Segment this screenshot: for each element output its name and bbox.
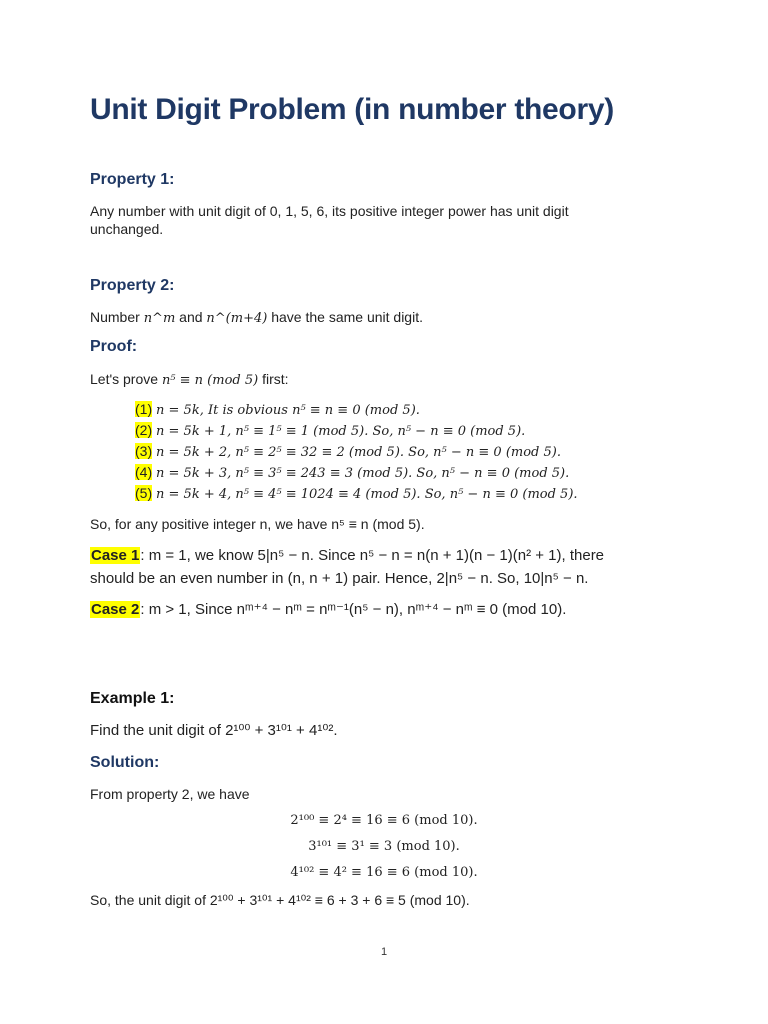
solution-equation-3: 4¹⁰² ≡ 4² ≡ 16 ≡ 6 (mod 10). bbox=[290, 865, 478, 880]
solution-heading: Solution: bbox=[90, 754, 160, 771]
property1-text-line2: unchanged. bbox=[90, 221, 164, 237]
property2-statement bbox=[90, 309, 423, 326]
proof-case-2 bbox=[135, 422, 525, 439]
property2-text-pre: Number bbox=[90, 309, 144, 325]
proof-intro-post: first: bbox=[258, 371, 289, 387]
proof-case-5 bbox=[135, 485, 578, 502]
case2-label: Case 2 bbox=[91, 601, 140, 618]
case-number: (5) bbox=[135, 485, 153, 501]
proof-heading: Proof: bbox=[90, 338, 138, 355]
property2-heading: Property 2: bbox=[90, 277, 175, 294]
proof-conclusion: So, for any positive integer n, we have n⁵ ≡ n (mod 5). bbox=[90, 516, 425, 532]
proof-case-4 bbox=[135, 464, 569, 481]
solution-answer: So, the unit digit of 2¹⁰⁰ + 3¹⁰¹ + 4¹⁰² ≡ 6 + 3 + 6 ≡ 5 (mod 10). bbox=[90, 892, 470, 908]
property1-heading: Property 1: bbox=[90, 171, 175, 188]
example1-problem: Find the unit digit of 2¹⁰⁰ + 3¹⁰¹ + 4¹⁰². bbox=[90, 722, 338, 739]
case-content: n = 5k + 3, n⁵ ≡ 3⁵ ≡ 243 ≡ 3 (mod 5). So, n⁵ − n ≡ 0 (mod 5). bbox=[156, 466, 570, 481]
proof-case-1 bbox=[135, 401, 420, 418]
case1-line1 bbox=[90, 547, 604, 564]
page-number: 1 bbox=[380, 946, 388, 958]
solution-intro: From property 2, we have bbox=[90, 786, 250, 802]
case2-text: : m > 1, Since nᵐ⁺⁴ − nᵐ = nᵐ⁻¹(n⁵ − n), nᵐ⁺⁴ − nᵐ ≡ 0 (mod 10). bbox=[140, 601, 567, 618]
solution-equation-2: 3¹⁰¹ ≡ 3¹ ≡ 3 (mod 10). bbox=[308, 839, 460, 854]
case-number: (1) bbox=[135, 401, 153, 417]
case-number: (3) bbox=[135, 443, 153, 459]
property2-text-post: have the same unit digit. bbox=[267, 309, 423, 325]
proof-intro-math: n⁵ ≡ n (mod 5) bbox=[161, 373, 259, 388]
example1-heading: Example 1: bbox=[90, 690, 175, 707]
proof-case-3 bbox=[135, 443, 561, 460]
property1-text-line1: Any number with unit digit of 0, 1, 5, 6, its positive integer power has unit digit bbox=[90, 203, 569, 219]
case1-label: Case 1 bbox=[91, 547, 140, 564]
case-content: n = 5k, It is obvious n⁵ ≡ n ≡ 0 (mod 5). bbox=[156, 403, 420, 418]
case-content: n = 5k + 4, n⁵ ≡ 4⁵ ≡ 1024 ≡ 4 (mod 5). So, n⁵ − n ≡ 0 (mod 5). bbox=[156, 487, 578, 502]
case-content: n = 5k + 1, n⁵ ≡ 1⁵ ≡ 1 (mod 5). So, n⁵ − n ≡ 0 (mod 5). bbox=[156, 424, 526, 439]
property2-math-nm4: n^(m+4) bbox=[206, 311, 268, 326]
proof-intro bbox=[90, 371, 289, 388]
case1-text: : m = 1, we know 5|n⁵ − n. Since n⁵ − n = n(n + 1)(n − 1)(n² + 1), there bbox=[140, 547, 605, 564]
case-number: (4) bbox=[135, 464, 153, 480]
page-title: Unit Digit Problem (in number theory) bbox=[90, 93, 614, 126]
solution-equation-1: 2¹⁰⁰ ≡ 2⁴ ≡ 16 ≡ 6 (mod 10). bbox=[290, 813, 478, 828]
proof-intro-pre: Let's prove bbox=[90, 371, 162, 387]
case1-line2: should be an even number in (n, n + 1) pair. Hence, 2|n⁵ − n. So, 10|n⁵ − n. bbox=[90, 570, 589, 587]
case-content: n = 5k + 2, n⁵ ≡ 2⁵ ≡ 32 ≡ 2 (mod 5). So, n⁵ − n ≡ 0 (mod 5). bbox=[156, 445, 561, 460]
case2-line bbox=[90, 600, 566, 618]
property2-text-mid: and bbox=[175, 309, 207, 325]
property2-math-nm: n^m bbox=[143, 311, 176, 326]
case-number: (2) bbox=[135, 422, 153, 438]
